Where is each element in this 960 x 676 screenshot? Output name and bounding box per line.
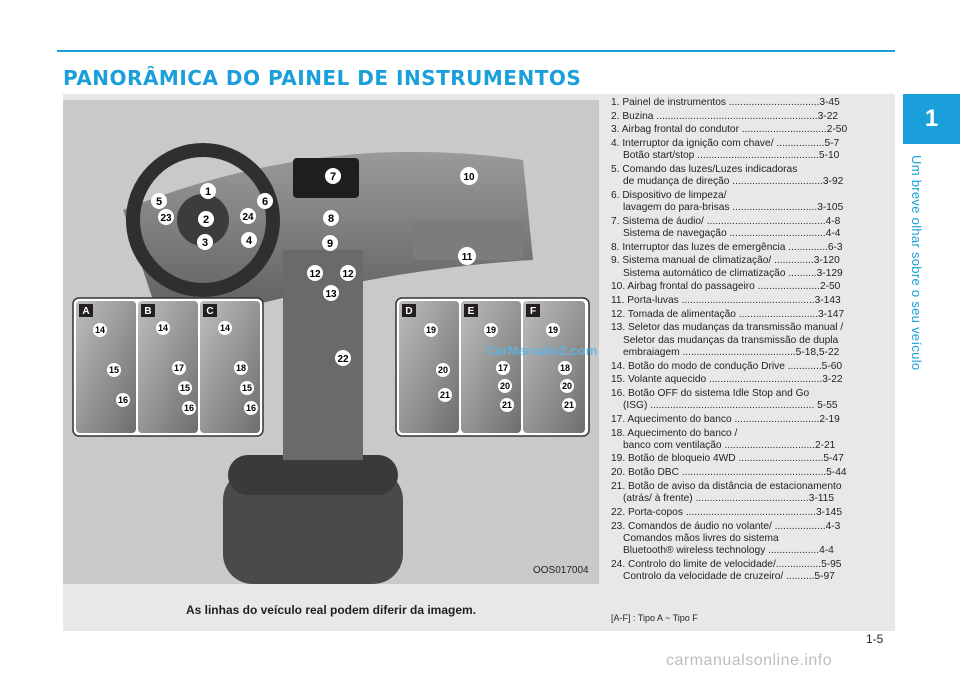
list-item bbox=[611, 322, 887, 359]
svg-text:14: 14 bbox=[157, 323, 169, 333]
svg-text:1: 1 bbox=[204, 186, 212, 198]
list-item bbox=[611, 507, 887, 519]
inset-a-label bbox=[79, 304, 93, 317]
page-title: PANORÂMICA DO PAINEL DE INSTRUMENTOS bbox=[63, 66, 582, 90]
list-item-line: 12. Tomada de alimentação ............................3-147 bbox=[611, 308, 845, 320]
list-item-line: 10. Airbag frontal do passageiro ......................2-50 bbox=[611, 281, 841, 293]
svg-text:19: 19 bbox=[547, 325, 559, 335]
svg-text:17: 17 bbox=[497, 363, 509, 373]
list-item-line: 6. Dispositivo de limpeza/ bbox=[611, 189, 727, 201]
svg-text:A: A bbox=[82, 306, 90, 317]
svg-text:21: 21 bbox=[439, 390, 451, 400]
list-item bbox=[611, 481, 887, 505]
svg-text:16: 16 bbox=[183, 403, 195, 413]
list-item bbox=[611, 309, 887, 321]
list-item-line: 8. Interruptor das luzes de emergência ..............6-3 bbox=[611, 241, 843, 253]
list-item-line: 22. Porta-copos ..............................................3-145 bbox=[611, 506, 843, 518]
list-item-line: 16. Botão OFF do sistema Idle Stop and Go bbox=[611, 387, 810, 399]
svg-text:4: 4 bbox=[245, 235, 253, 247]
svg-text:11: 11 bbox=[461, 252, 473, 263]
list-item bbox=[611, 242, 887, 254]
list-item-line: banco com ventilação ................................2-21 bbox=[623, 439, 836, 451]
watermark-bottom: carmanualsonline.info bbox=[666, 652, 833, 669]
center-console bbox=[283, 250, 363, 460]
svg-text:E: E bbox=[467, 306, 475, 317]
list-item-line: 14. Botão do modo de condução Drive ............5-60 bbox=[611, 360, 843, 372]
list-item-line: 9. Sistema manual de climatização/ ..............3-120 bbox=[611, 255, 840, 267]
svg-text:F: F bbox=[529, 306, 537, 317]
svg-text:10: 10 bbox=[463, 172, 475, 183]
svg-text:15: 15 bbox=[241, 383, 253, 393]
svg-text:6: 6 bbox=[261, 196, 269, 208]
figure-caption: As linhas do veículo real podem diferir da imagem. bbox=[185, 603, 477, 617]
list-item-line: 7. Sistema de áudio/ ..........................................4-8 bbox=[611, 215, 841, 227]
list-item-line: 1. Painel de instrumentos ................................3-45 bbox=[611, 97, 840, 108]
chapter-tab bbox=[903, 94, 960, 144]
callout-1 bbox=[200, 183, 216, 199]
list-item-line: Controlo da velocidade de cruzeiro/ ..........5-97 bbox=[623, 570, 835, 582]
svg-text:14: 14 bbox=[94, 325, 106, 335]
svg-text:14: 14 bbox=[219, 323, 231, 333]
list-item-line: 5. Comando das luzes/Luzes indicadoras bbox=[611, 164, 798, 176]
image-code: OOS017004 bbox=[533, 565, 589, 576]
list-item bbox=[611, 414, 887, 426]
list-item-line: 23. Comandos de áudio no volante/ ..................4-3 bbox=[611, 520, 841, 532]
list-item bbox=[611, 111, 887, 123]
svg-text:8: 8 bbox=[327, 213, 335, 225]
page-number: 1-5 bbox=[866, 632, 884, 646]
list-item bbox=[611, 97, 887, 109]
callout-5 bbox=[151, 193, 167, 209]
svg-text:9: 9 bbox=[326, 238, 334, 250]
list-item bbox=[611, 361, 887, 373]
inset-a bbox=[76, 301, 136, 433]
list-item-line: lavagem do para-brisas ..............................3-105 bbox=[623, 202, 844, 214]
callout-2 bbox=[198, 211, 214, 227]
svg-text:5: 5 bbox=[155, 196, 163, 208]
list-item-line: 18. Aquecimento do banco / bbox=[611, 427, 738, 439]
svg-text:12: 12 bbox=[309, 269, 321, 280]
list-item bbox=[611, 374, 887, 386]
callout-13 bbox=[323, 285, 339, 301]
inset-d-label bbox=[402, 304, 416, 317]
svg-text:20: 20 bbox=[561, 381, 573, 391]
svg-text:15: 15 bbox=[179, 383, 191, 393]
svg-text:12: 12 bbox=[342, 269, 354, 280]
svg-text:21: 21 bbox=[563, 400, 575, 410]
list-item-line: 13. Seletor das mudanças da transmissão manual / bbox=[611, 322, 844, 334]
list-item-line: Sistema automático de climatização ..........3-129 bbox=[623, 267, 843, 279]
armrest-top bbox=[228, 455, 398, 495]
svg-text:D: D bbox=[405, 306, 413, 317]
svg-text:17: 17 bbox=[173, 363, 185, 373]
svg-text:22: 22 bbox=[337, 354, 349, 365]
svg-text:2: 2 bbox=[202, 214, 210, 226]
list-item-line: Comandos mãos livres do sistema bbox=[623, 532, 779, 544]
callout-12b bbox=[340, 265, 356, 281]
callout-12a bbox=[307, 265, 323, 281]
list-item-line: 11. Porta-luvas ...............................................3-143 bbox=[611, 295, 841, 307]
list-item bbox=[611, 295, 887, 307]
dashboard-illustration bbox=[63, 100, 599, 584]
list-item bbox=[611, 521, 887, 558]
inset-b-label bbox=[141, 304, 155, 317]
callout-24 bbox=[240, 208, 256, 224]
top-rule bbox=[57, 50, 895, 52]
list-item-line: 20. Botão DBC ...................................................5-44 bbox=[611, 467, 847, 479]
callout-8 bbox=[323, 210, 339, 226]
list-item-line: 2. Buzina .........................................................3-22 bbox=[611, 110, 839, 122]
svg-text:20: 20 bbox=[437, 365, 449, 375]
inset-f-label bbox=[526, 304, 540, 317]
callout-22 bbox=[335, 350, 351, 366]
list-item bbox=[611, 164, 887, 188]
dashboard-figure bbox=[63, 100, 599, 584]
svg-text:18: 18 bbox=[235, 363, 247, 373]
svg-text:24: 24 bbox=[242, 212, 254, 223]
svg-text:20: 20 bbox=[499, 381, 511, 391]
list-item-line: (ISG) .......................................................... 5-55 bbox=[623, 400, 838, 412]
list-item-line: 17. Aquecimento do banco ..............................2-19 bbox=[611, 413, 840, 425]
inset-e bbox=[461, 301, 521, 433]
list-item-line: 4. Interruptor da ignição com chave/ .................5-7 bbox=[611, 138, 840, 150]
callout-7 bbox=[325, 168, 341, 184]
list-item bbox=[611, 216, 887, 240]
list-item-line: Bluetooth® wireless technology ..................4-4 bbox=[623, 544, 834, 556]
svg-text:16: 16 bbox=[245, 403, 257, 413]
list-item-line: Seletor das mudanças da transmissão de dupla bbox=[623, 334, 839, 346]
list-item bbox=[611, 453, 887, 465]
chapter-title: Um breve olhar sobre o seu veículo bbox=[909, 155, 924, 371]
svg-text:3: 3 bbox=[201, 237, 209, 249]
inset-group-left bbox=[73, 298, 263, 436]
list-item-line: 15. Volante aquecido ........................................3-22 bbox=[611, 374, 843, 386]
svg-text:16: 16 bbox=[117, 395, 129, 405]
inset-d bbox=[399, 301, 459, 433]
list-item bbox=[611, 388, 887, 412]
list-item-line: 21. Botão de aviso da distância de estacionamento bbox=[611, 480, 842, 492]
list-item-line: Sistema de navegação ..................................4-4 bbox=[623, 228, 841, 240]
chapter-number: 1 bbox=[924, 105, 939, 132]
list-item bbox=[611, 124, 887, 136]
svg-text:B: B bbox=[144, 306, 152, 317]
list-item-line: 19. Botão de bloqueio 4WD ..............................5-47 bbox=[611, 453, 844, 465]
svg-text:23: 23 bbox=[160, 213, 172, 224]
list-item-line: de mudança de direção ................................3-92 bbox=[623, 176, 844, 188]
inset-group-right bbox=[396, 298, 589, 436]
callout-10 bbox=[460, 167, 478, 185]
list-item-line: 24. Controlo do limite de velocidade/................5-95 bbox=[611, 558, 842, 570]
svg-text:13: 13 bbox=[325, 289, 337, 300]
inset-c-label bbox=[203, 304, 217, 317]
callout-4 bbox=[241, 232, 257, 248]
type-footnote: [A-F] : Tipo A ~ Tipo F bbox=[611, 613, 698, 623]
list-item bbox=[611, 559, 887, 583]
watermark-inline: CarManuals2.com bbox=[486, 343, 598, 358]
list-item bbox=[611, 190, 887, 214]
svg-text:19: 19 bbox=[425, 325, 437, 335]
inset-f bbox=[523, 301, 585, 433]
svg-text:21: 21 bbox=[501, 400, 513, 410]
callout-11 bbox=[458, 247, 476, 265]
callout-23 bbox=[158, 209, 174, 225]
list-item-line: Botão start/stop ...........................................5-10 bbox=[623, 150, 840, 162]
list-item bbox=[611, 138, 887, 162]
callout-6 bbox=[257, 193, 273, 209]
list-item-line: 3. Airbag frontal do condutor ..............................2-50 bbox=[611, 124, 848, 136]
svg-text:7: 7 bbox=[329, 171, 337, 183]
list-item bbox=[611, 428, 887, 452]
component-list bbox=[611, 97, 887, 585]
list-item bbox=[611, 281, 887, 293]
list-item bbox=[611, 255, 887, 279]
callout-3 bbox=[197, 234, 213, 250]
callout-9 bbox=[322, 235, 338, 251]
inset-e-label bbox=[464, 304, 478, 317]
svg-text:C: C bbox=[206, 306, 214, 317]
svg-text:18: 18 bbox=[559, 363, 571, 373]
list-item bbox=[611, 467, 887, 479]
svg-text:15: 15 bbox=[108, 365, 120, 375]
list-item-line: (atrás/ à frente) ........................................3-115 bbox=[623, 493, 834, 505]
list-item-line: embraiagem ........................................5-18,5-22 bbox=[623, 346, 840, 358]
svg-text:19: 19 bbox=[485, 325, 497, 335]
